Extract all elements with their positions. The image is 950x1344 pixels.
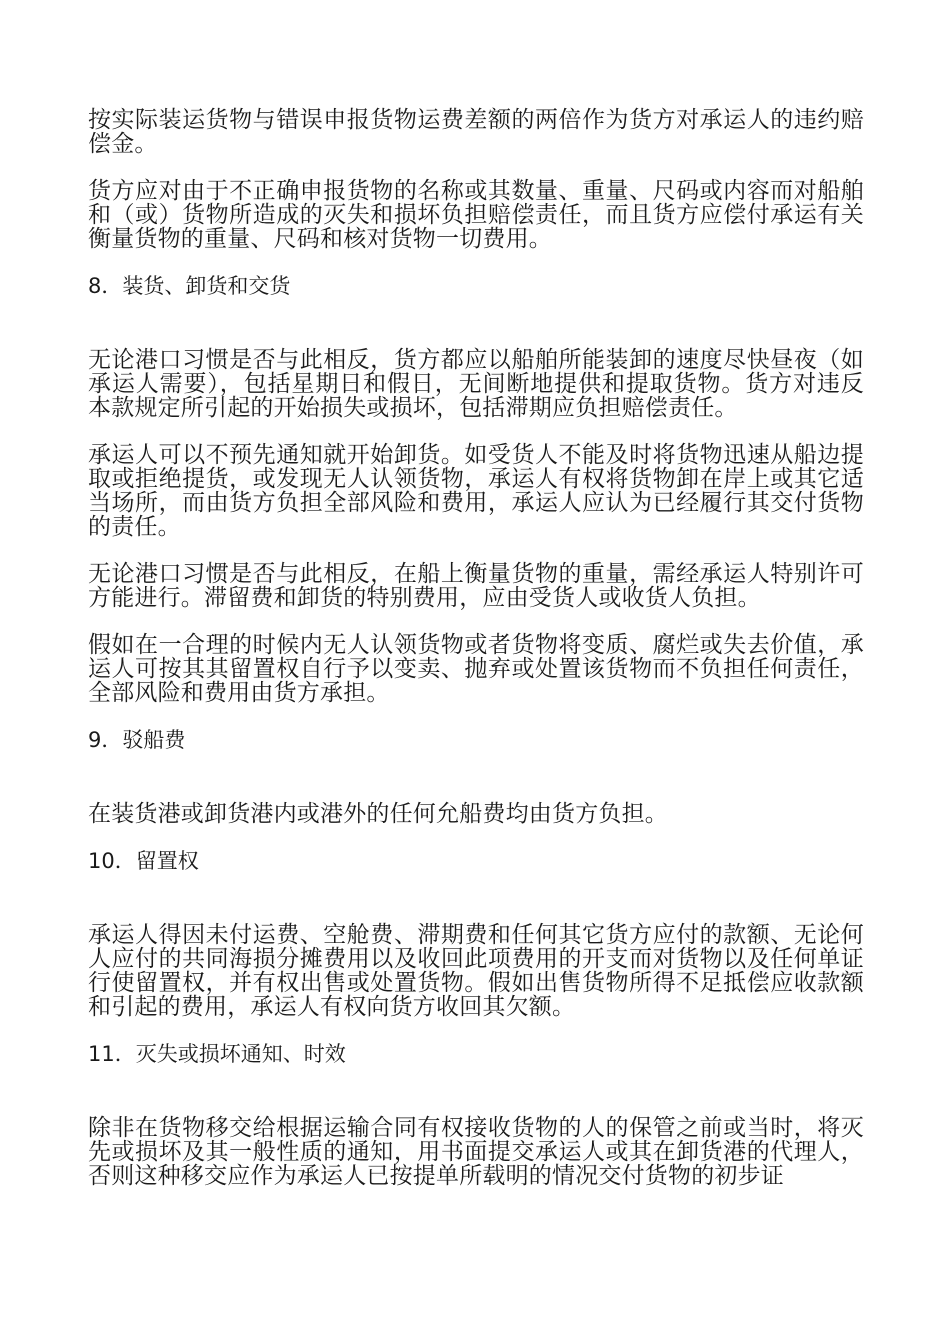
section-heading-8: 8．装货、卸货和交货 bbox=[88, 274, 291, 298]
document-body bbox=[88, 108, 864, 1188]
paragraph: 无论港口习惯是否与此相反，在船上衡量货物的重量，需经承运人特别许可方能进行。滞留费和卸货的特别费用，应由受货人或收货人负担。 bbox=[88, 561, 864, 611]
paragraph: 除非在货物移交给根据运输合同有权接收货物的人的保管之前或当时，将灭先或损坏及其一般性质的通知，用书面提交承运人或其在卸货港的代理人，否则这种移交应作为承运人已按提单所载明的情况交付货物的初步证 bbox=[88, 1115, 864, 1189]
paragraph: 货方应对由于不正确申报货物的名称或其数量、重量、尺码或内容而对船舶和（或）货物所造成的灭失和损坏负担赔偿责任，而且货方应偿付承运有关衡量货物的重量、尺码和核对货物一切费用。 bbox=[88, 178, 864, 252]
paragraph: 假如在一合理的时候内无人认领货物或者货物将变质、腐烂或失去价值，承运人可按其其留置权自行予以变卖、抛弃或处置该货物而不负担任何责任，全部风险和费用由货方承担。 bbox=[88, 632, 864, 706]
paragraph: 按实际装运货物与错误申报货物运费差额的两倍作为货方对承运人的违约赔偿金。 bbox=[88, 107, 864, 157]
section-heading-10: 10．留置权 bbox=[88, 849, 199, 873]
paragraph: 无论港口习惯是否与此相反，货方都应以船舶所能装卸的速度尽快昼夜（如承运人需要），包括星期日和假日，无间断地提供和提取货物。货方对违反本款规定所引起的开始损失或损坏，包括滞期应负担赔偿责任。 bbox=[88, 347, 864, 421]
paragraph: 承运人得因未付运费、空舱费、滞期费和任何其它货方应付的款额、无论何人应付的共同海损分摊费用以及收回此项费用的开支而对货物以及任何单证行使留置权，并有权出售或处置货物。假如出售货物所得不足抵偿应收款额和引起的费用，承运人有权向货方收回其欠额。 bbox=[88, 922, 864, 1020]
section-heading-9: 9．驳船费 bbox=[88, 728, 186, 752]
section-heading-11: 11．灭失或损坏通知、时效 bbox=[88, 1042, 346, 1066]
paragraph: 承运人可以不预先通知就开始卸货。如受货人不能及时将货物迅速从船边提取或拒绝提货，或发现无人认领货物，承运人有权将货物卸在岸上或其它适当场所，而由货方负担全部风险和费用，承运人应认为已经履行其交付货物的责任。 bbox=[88, 442, 864, 540]
paragraph: 在装货港或卸货港内或港外的任何允船费均由货方负担。 bbox=[88, 801, 668, 827]
